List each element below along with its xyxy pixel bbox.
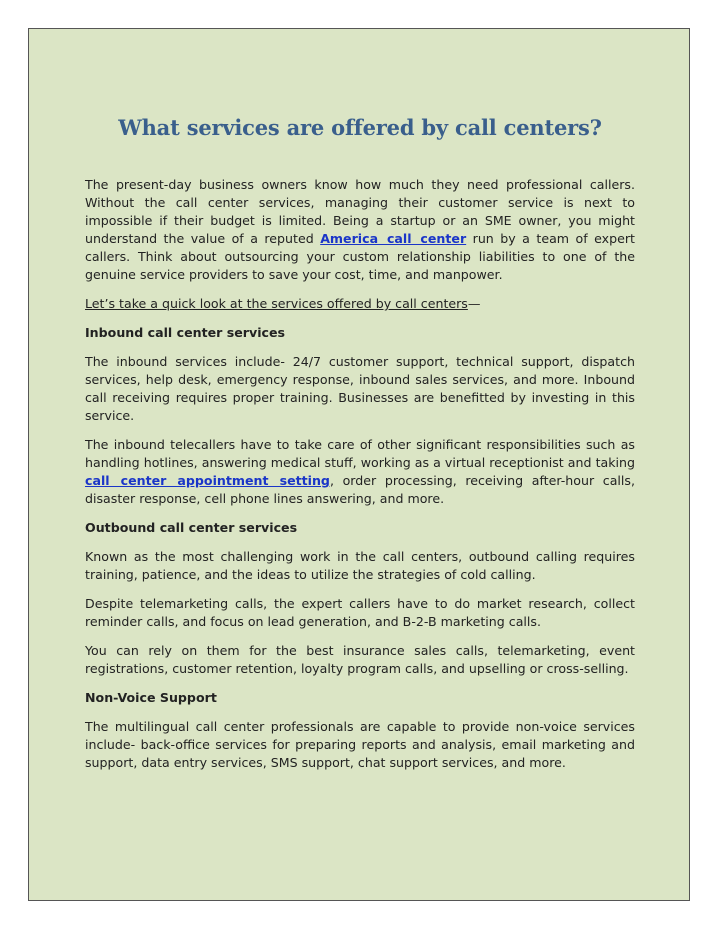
lead-in-paragraph <box>85 295 635 313</box>
outbound-paragraph-1: Known as the most challenging work in the call centers, outbound calling requires training, patience, and the ideas to utilize the strategies of cold calling. <box>85 549 635 582</box>
article-body <box>85 176 635 783</box>
intro-text-after-link: run by a team of expert callers. Think about outsourcing your custom relationship liabilities to one of the genuine service providers to save your cost, time, and manpower. <box>85 231 635 282</box>
outbound-heading: Outbound call center services <box>85 520 298 535</box>
inbound-p2-text-after-link: , order processing, receiving after-hour calls, disaster response, cell phone lines answering, and more. <box>85 473 635 506</box>
lead-in-dash: — <box>467 296 481 311</box>
inbound-heading: Inbound call center services <box>85 325 286 340</box>
inbound-paragraph-1: The inbound services include- 24/7 customer support, technical support, dispatch services, help desk, emergency response, inbound sales services, and more. Inbound call receiving requires proper training. Businesses are benefitted by investing in this service. <box>85 354 635 423</box>
outbound-paragraph-2: Despite telemarketing calls, the expert callers have to do market research, collect reminder calls, and focus on lead generation, and B-2-B marketing calls. <box>85 596 635 629</box>
lead-in-underlined-text: Let’s take a quick look at the services offered by call centers <box>85 296 468 311</box>
intro-text-before-link: The present-day business owners know how much they need professional callers. Without the call center services, managing their customer service is next to impossible if their budget is limited. Being a startup or an SME owner, you might understand the value of a reputed <box>85 177 635 246</box>
america-call-center-link[interactable]: America call center <box>320 231 467 246</box>
nonvoice-heading: Non-Voice Support <box>85 690 217 705</box>
appointment-setting-link[interactable]: call center appointment setting <box>85 473 330 488</box>
inbound-paragraph-2 <box>85 436 635 508</box>
document-page <box>28 28 690 901</box>
page-title: What services are offered by call centers? <box>118 115 602 140</box>
outbound-paragraph-3: You can rely on them for the best insurance sales calls, telemarketing, event registrations, customer retention, loyalty program calls, and upselling or cross-selling. <box>85 643 635 676</box>
inbound-p2-text-before-link: The inbound telecallers have to take care of other significant responsibilities such as handling hotlines, answering medical stuff, working as a virtual receptionist and taking <box>85 437 635 470</box>
intro-paragraph <box>85 176 635 284</box>
nonvoice-paragraph-1: The multilingual call center professionals are capable to provide non-voice services include- back-office services for preparing reports and analysis, email marketing and support, data entry services, SMS support, chat support services, and more. <box>85 719 635 770</box>
